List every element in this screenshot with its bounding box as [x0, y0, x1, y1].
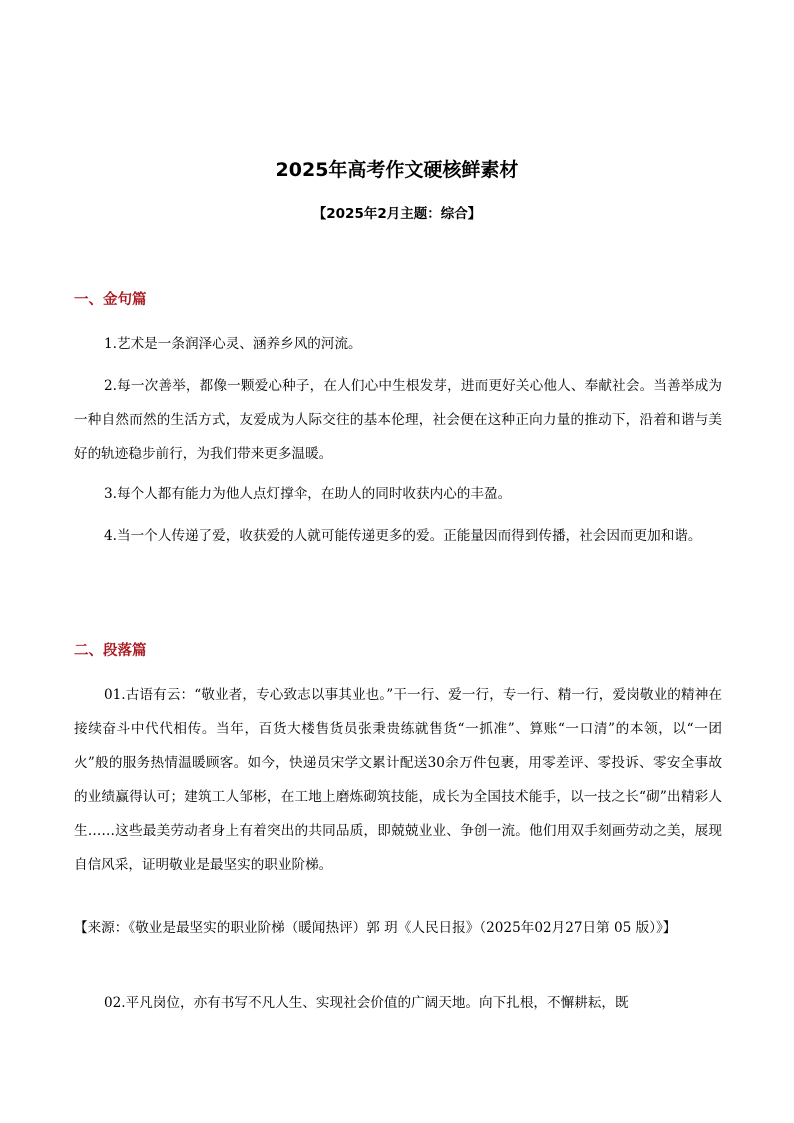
section-heading-golden-sentences: 一、金句篇	[74, 292, 147, 308]
quote-item: 4.当一个人传递了爱，收获爱的人就可能传递更多的爱。正能量因而得到传播，社会因而更加和谐。	[104, 528, 702, 544]
quote-item: 3.每个人都有能力为他人点灯撑伞，在助人的同时收获内心的丰盈。	[104, 486, 512, 502]
quote-item: 2.每一次善举，都像一颗爱心种子，在人们心中生根发芽，进而更好关心他人、奉献社会。当善举成为一种自然而然的生活方式，友爱成为人际交往的基本伦理，社会便在这种正向力量的推动下，沿着和谐与美好的轨迹稳步前行，为我们带来更多温暖。	[74, 378, 722, 462]
section-heading-paragraphs: 二、段落篇	[74, 643, 147, 659]
paragraph-item: 01.古语有云：“敬业者，专心致志以事其业也。”干一行、爱一行，专一行、精一行，爱岗敬业的精神在接续奋斗中代代相传。当年，百货大楼售货员张秉贵练就售货“一抓准”、算账“一口清”的本领，以“一团火”般的服务热情温暖顾客。如今，快递员宋学文累计配送30余万件包裹，用零差评、零投诉、零安全事故的业绩赢得认可；建筑工人邹彬，在工地上磨炼砌筑技能，成长为全国技术能手，以一技之长“砌”出精彩人生……这些最美劳动者身上有着突出的共同品质，即兢兢业业、争创一流。他们用双手刻画劳动之美，展现自信风采，证明敬业是最坚实的职业阶梯。	[74, 687, 722, 873]
page-subtitle: 【2025年2月主题：综合】	[312, 206, 482, 222]
quote-item: 1.艺术是一条润泽心灵、涵养乡风的河流。	[104, 336, 362, 352]
source-citation: 【来源：《敬业是最坚实的职业阶梯（暖闻热评）郭 玥《人民日报》（2025年02月27日第 05 版）》】	[74, 920, 677, 936]
paragraph-item: 02.平凡岗位，亦有书写不凡人生、实现社会价值的广阔天地。向下扎根，不懈耕耘，既	[104, 995, 629, 1011]
page-title: 2025年高考作文硬核鲜素材	[275, 159, 519, 181]
